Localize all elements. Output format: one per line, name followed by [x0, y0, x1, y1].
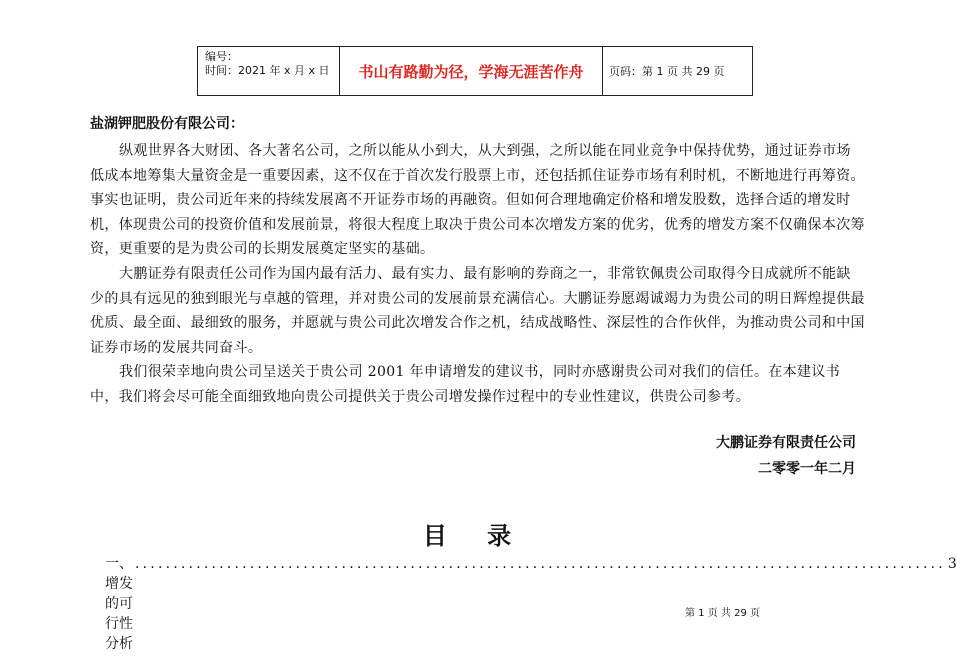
header-page-label: 页码：第 1 页 共 29 页 — [609, 65, 725, 78]
header-motto: 书山有路勤为径，学海无涯苦作舟 — [340, 47, 603, 95]
toc-entry-label: 一、增发的可行性分析 — [105, 556, 133, 652]
letter-paragraph-3: 我们很荣幸地向贵公司呈送关于贵公司 2001 年申请增发的建议书，同时亦感谢贵公司对我们的信任。在本建议书中，我们将会尽可能全面细致地向贵公司提供关于贵公司增发操作过程中的专业性建议，供贵公司参考。 — [90, 364, 841, 405]
document-number-label: 编号： — [205, 50, 238, 63]
toc-title: 目 录 — [422, 522, 528, 550]
signature-company: 大鹏证券有限责任公司 — [716, 435, 856, 451]
toc-entry-leader: .......................................................................................................... — [135, 556, 946, 572]
signature-date: 二零零一年二月 — [758, 461, 856, 477]
page-footer: 第 1 页 共 29 页 — [685, 608, 760, 619]
letter-paragraph-2: 大鹏证券有限责任公司作为国内最有活力、最有实力、最有影响的券商之一，非常钦佩贵公司取得今日成就所不能缺少的具有远见的独到眼光与卓越的管理，并对贵公司的发展前景充满信心。大鹏证券愿竭诚竭力为贵公司的明日辉煌提供最优质、最全面、最细致的服务，并愿就与贵公司此次增发合作之机，结成战略性、深层性的合作伙伴，为推动贵公司和中国证券市场的发展共同奋斗。 — [90, 266, 865, 356]
header-meta — [198, 47, 340, 95]
toc-entry[interactable] — [105, 553, 957, 653]
letter-paragraph-1: 纵观世界各大财团、各大著名公司，之所以能从小到大，从大到强，之所以能在同业竞争中保持优势，通过证券市场低成本地筹集大量资金是一重要因素，这不仅在于首次发行股票上市，还包括抓住证券市场有利时机，不断地进行再筹资。事实也证明，贵公司近年来的持续发展离不开证券市场的再融资。但如何合理地确定价格和增发股数，选择合适的增发时机，体现贵公司的投资价值和发展前景，将很大程度上取决于贵公司本次增发方案的优劣，优秀的增发方案不仅确保本次筹资，更重要的是为贵公司的长期发展奠定坚实的基础。 — [90, 143, 865, 258]
document-header — [197, 46, 753, 96]
document-date-label: 时间：2021 年 x 月 x 日 — [205, 64, 330, 77]
letter-salutation: 盐湖钾肥股份有限公司： — [90, 116, 244, 132]
toc-entry-page: 3 — [947, 556, 957, 572]
